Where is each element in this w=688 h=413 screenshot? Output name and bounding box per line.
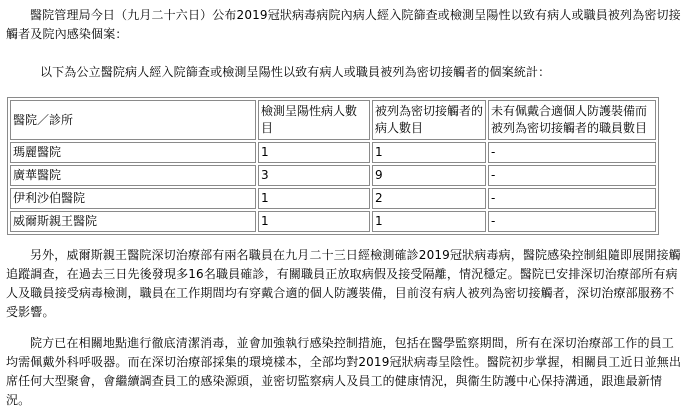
table-row [10,211,656,232]
cell-positive-patients: 1 [258,142,370,163]
header-positive-patients: 檢測呈陽性病人數目 [258,100,370,140]
cell-hospital: 廣華醫院 [10,165,256,186]
cell-close-contact-patients: 9 [372,165,486,186]
case-statistics-table [7,97,659,235]
table-row [10,188,656,209]
cell-close-contact-staff: - [488,188,656,209]
cell-positive-patients: 1 [258,211,370,232]
header-close-contact-patients: 被列為密切接觸者的病人數目 [372,100,486,140]
table-lead-paragraph: 以下為公立醫院病人經入院篩查或檢測呈陽性以致有病人或職員被列為密切接觸者的個案統計： [40,65,551,79]
header-close-contact-staff: 未有佩戴合適個人防護裝備而被列為密切接觸者的職員數目 [488,100,656,140]
cell-close-contact-patients: 2 [372,188,486,209]
intro-paragraph: 醫院管理局今日（九月二十六日）公布2019冠狀病毒病院內病人經入院篩查或檢測呈陽性以致有病人或職員被列為密切接觸者及院內感染個案： [6,8,681,41]
disinfection-paragraph: 院方已在相關地點進行徹底清潔消毒，並會加強執行感染控制措施，包括在醫學監察期間，所有在深切治療部工作的員工均需佩戴外科呼吸器。而在深切治療部採集的環境樣本，全部均對2019冠狀病毒呈陰性。醫院初步掌握，相關員工近日並無出席任何大型聚會，會繼續調查員工的感染源頭，並密切監察病人及員工的健康情況，與衞生防護中心保持溝通，跟進最新情況。 [6,336,682,407]
cell-positive-patients: 3 [258,165,370,186]
table-row [10,165,656,186]
cell-close-contact-staff: - [488,211,656,232]
cell-close-contact-patients: 1 [372,142,486,163]
cell-close-contact-staff: - [488,165,656,186]
cell-close-contact-staff: - [488,142,656,163]
cell-hospital: 威爾斯親王醫院 [10,211,256,232]
table-header-row [10,100,656,140]
staff-infection-paragraph: 另外，威爾斯親王醫院深切治療部有兩名職員在九月二十三日經檢測確診2019冠狀病毒病，醫院感染控制組隨即展開接觸追蹤調查，在過去三日先後發現多16名職員確診，有關職員正放取病假及接受隔離，情況穩定。醫院已安排深切治療部所有病人及職員接受病毒檢測，職員在工作期間均有穿戴合適的個人防護裝備，目前沒有病人被列為密切接觸者，深切治療部服務不受影響。 [6,248,681,319]
cell-close-contact-patients: 1 [372,211,486,232]
cell-positive-patients: 1 [258,188,370,209]
table-row [10,142,656,163]
header-hospital: 醫院／診所 [10,100,256,140]
cell-hospital: 瑪麗醫院 [10,142,256,163]
cell-hospital: 伊利沙伯醫院 [10,188,256,209]
